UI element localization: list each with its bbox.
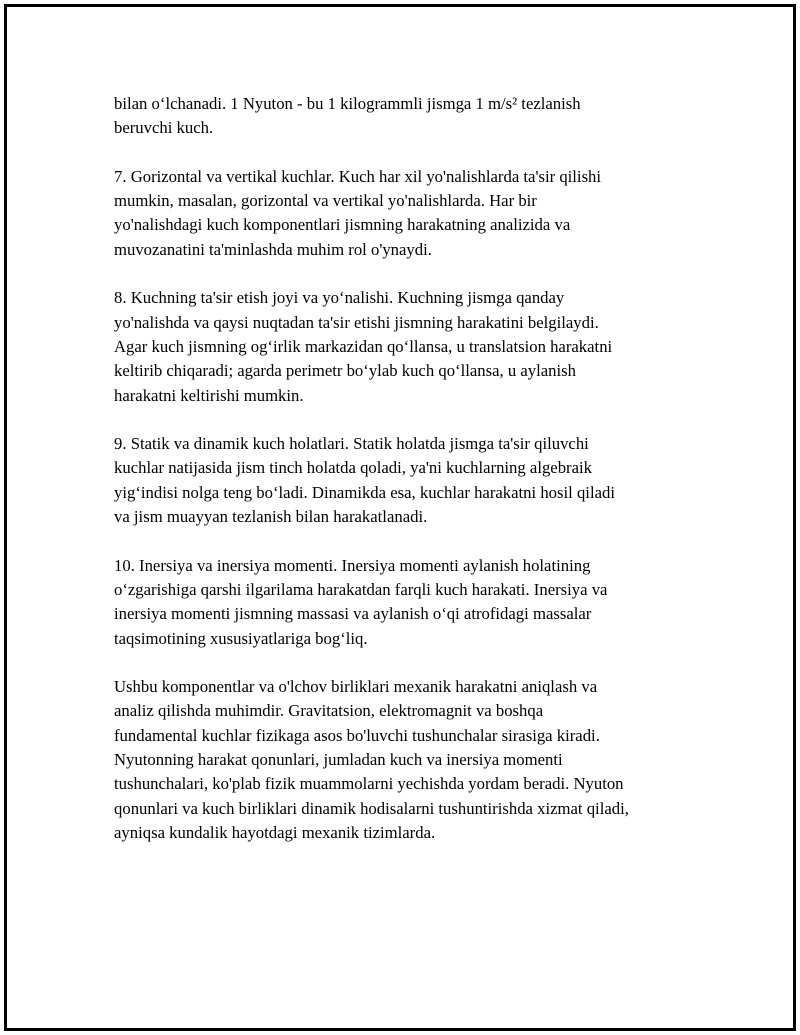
paragraph-force-application-point: 8. Kuchning ta'sir etish joyi va yo‘nalishi. Kuchning jismga qanday yo'nalishda va qaysi nuqtadan ta'sir etishi jismning harakatini belgilaydi. Agar kuch jismning og‘irlik markazidan qo‘llansa, u translatsion harakatni keltirib chiqaradi; agarda perimetr bo‘ylab kuch qo‘llansa, u aylanish harakatni keltirishi mumkin. [114,288,613,405]
paragraph-static-dynamic-states: 9. Statik va dinamik kuch holatlari. Statik holatda jismga ta'sir qiluvchi kuchlar natijasida jism tinch holatda qoladi, ya'ni kuchlarning algebraik yig‘indisi nolga teng bo‘ladi. Dinamikda esa, kuchlar harakatni hosil qiladi va jism muayyan tezlanish bilan harakatlanadi. [114,434,615,527]
paragraph-unit-definition: bilan o‘lchanadi. 1 Nyuton - bu 1 kilogrammli jismga 1 m/s² tezlanish beruvchi kuch. [114,94,581,138]
paragraph-inertia-moment: 10. Inersiya va inersiya momenti. Inersiya momenti aylanish holatining o‘zgarishiga qarshi ilgarilama harakatdan farqli kuch harakati. Inersiya va inersiya momenti jismning massasi va aylanish o‘qi atrofidagi massalar taqsimotining xususiyatlariga bog‘liq. [114,555,608,648]
paragraph-conclusion: Ushbu komponentlar va o'lchov birliklari mexanik harakatni aniqlash va analiz qilishda muhimdir. Gravitatsion, elektromagnit va boshqa fundamental kuchlar fizikaga asos bo'luvchi tushunchalar sirasiga kiradi. Nyutonning harakat qonunlari, jumladan kuch va inersiya momenti tushunchalari, ko'plab fizik muammolarni yechishda yordam beradi. Nyuton qonunlari va kuch birliklari dinamik hodisalarni tushuntirishda xizmat qiladi, ayniqsa kundalik hayotdagi mexanik tizimlarda. [114,677,629,842]
document-body [114,92,714,870]
paragraph-horizontal-vertical-forces: 7. Gorizontal va vertikal kuchlar. Kuch har xil yo'nalishlarda ta'sir qilishi mumkin, masalan, gorizontal va vertikal yo'nalishlarda. Har bir yo'nalishdagi kuch komponentlari jismning harakatning analizida va muvozanatini ta'minlashda muhim rol o'ynaydi. [114,166,602,259]
